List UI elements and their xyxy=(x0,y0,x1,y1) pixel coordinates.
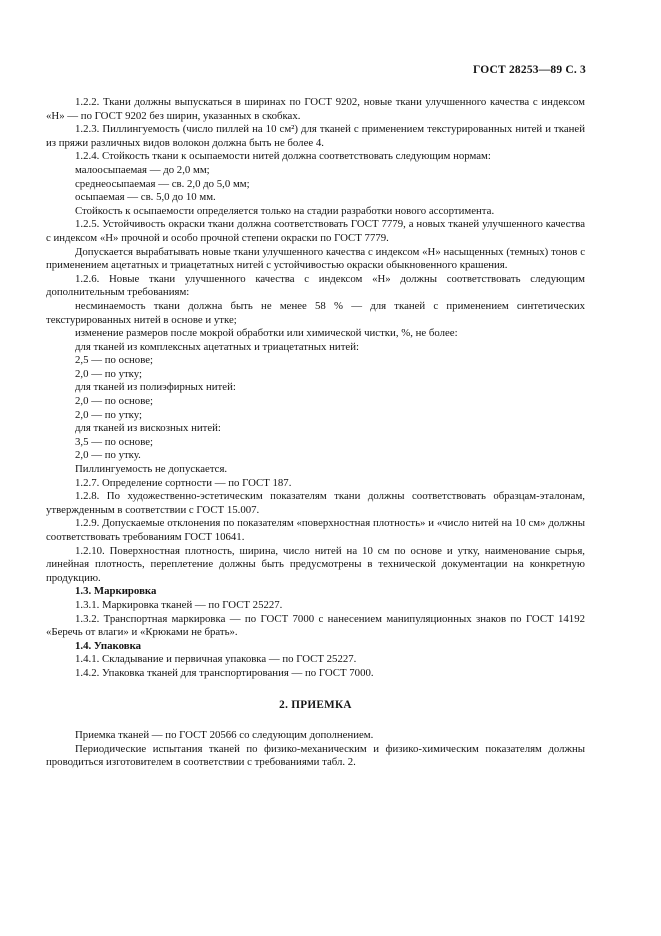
paragraph: Периодические испытания тканей по физико-механическим и физико-химическим показателям должны проводиться изготовителем в соответствии с требованиями табл. 2. xyxy=(46,742,585,769)
paragraph: 1.3.2. Транспортная маркировка — по ГОСТ 7000 с нанесением манипуляционных знаков по ГОСТ 14192 «Беречь от влаги» и «Крюками не брать». xyxy=(46,612,585,639)
paragraph: 1.2.9. Допускаемые отклонения по показателям «поверхностная плотность» и «число нитей на 10 см» должны соответствовать требованиям ГОСТ 10641. xyxy=(46,517,585,543)
list-line: среднеосыпаемая — св. 2,0 до 5,0 мм; xyxy=(75,177,250,190)
chapter-heading: 2. ПРИЕМКА xyxy=(279,698,352,711)
list-line: 3,5 — по основе; xyxy=(75,435,154,448)
list-line: для тканей из комплексных ацетатных и триацетатных нитей: xyxy=(75,340,360,353)
paragraph: 1.4.2. Упаковка тканей для транспортирования — по ГОСТ 7000. xyxy=(75,666,374,679)
paragraph: 1.2.2. Ткани должны выпускаться в ширинах по ГОСТ 9202, новые ткани улучшенного качества с индексом «Н» — по ГОСТ 9202 без ширин, указанных в скобках. xyxy=(46,96,585,122)
list-line: для тканей из полиэфирных нитей: xyxy=(75,381,236,394)
list-line: 2,0 — по утку; xyxy=(75,367,143,380)
paragraph: 1.4.1. Складывание и первичная упаковка — по ГОСТ 25227. xyxy=(75,653,357,666)
paragraph: 1.2.3. Пиллингуемость (число пиллей на 10 см²) для тканей с применением текстурированных нитей и тканей из пряжи различных видов волокон должна быть не более 4. xyxy=(46,123,585,149)
section-heading: 1.3. Маркировка xyxy=(75,585,157,598)
paragraph: несминаемость ткани должна быть не менее 58 % — для тканей с применением синтетических текстурированных нитей в основе и утке; xyxy=(46,299,585,326)
paragraph: Стойкость к осыпаемости определяется только на стадии разработки нового ассортимента. xyxy=(75,204,495,217)
paragraph: Приемка тканей — по ГОСТ 20566 со следующим дополнением. xyxy=(75,729,374,742)
paragraph: 1.2.6. Новые ткани улучшенного качества с индексом «Н» должны соответствовать следующим дополнительным требованиям: xyxy=(46,272,585,299)
paragraph: изменение размеров после мокрой обработки или химической чистки, %, не более: xyxy=(75,327,458,340)
list-line: 2,0 — по основе; xyxy=(75,395,154,408)
paragraph: 1.2.4. Стойкость ткани к осыпаемости нитей должна соответствовать следующим нормам: xyxy=(75,150,491,163)
list-line: для тканей из вискозных нитей: xyxy=(75,422,221,435)
paragraph: 1.2.7. Определение сортности — по ГОСТ 187. xyxy=(75,476,292,489)
list-line: 2,5 — по основе; xyxy=(75,354,154,367)
paragraph: 1.2.8. По художественно-эстетическим показателям ткани должны соответствовать образцам-эталонам, утвержденным в соответствии с ГОСТ 15.007. xyxy=(46,490,585,516)
list-line: 2,0 — по утку; xyxy=(75,408,143,421)
list-line: 2,0 — по утку. xyxy=(75,449,141,462)
paragraph: 1.3.1. Маркировка тканей — по ГОСТ 25227. xyxy=(75,598,283,611)
paragraph: 1.2.5. Устойчивость окраски ткани должна соответствовать ГОСТ 7779, а новых тканей улучшенного качества с индексом «Н» прочной и особо прочной степени окраски по ГОСТ 7779. xyxy=(46,218,585,244)
paragraph: Допускается вырабатывать новые ткани улучшенного качества с индексом «Н» насыщенных (темных) тонов с применением ацетатных и триацетатных нитей с устойчивостью окраски обыкновенного крашения. xyxy=(46,245,585,272)
paragraph: 1.2.10. Поверхностная плотность, ширина, число нитей на 10 см по основе и утку, наименование сырья, линейная плотность, переплетение должны быть предусмотрены в технической документации на конкретную продукцию. xyxy=(46,544,585,584)
document-body xyxy=(46,96,585,770)
list-line: малоосыпаемая — до 2,0 мм; xyxy=(75,163,210,176)
list-line: осыпаемая — св. 5,0 до 10 мм. xyxy=(75,191,216,204)
list-line: Пиллингуемость не допускается. xyxy=(75,463,228,476)
section-heading: 1.4. Упаковка xyxy=(75,639,142,652)
page-header: ГОСТ 28253—89 С. 3 xyxy=(473,64,586,76)
